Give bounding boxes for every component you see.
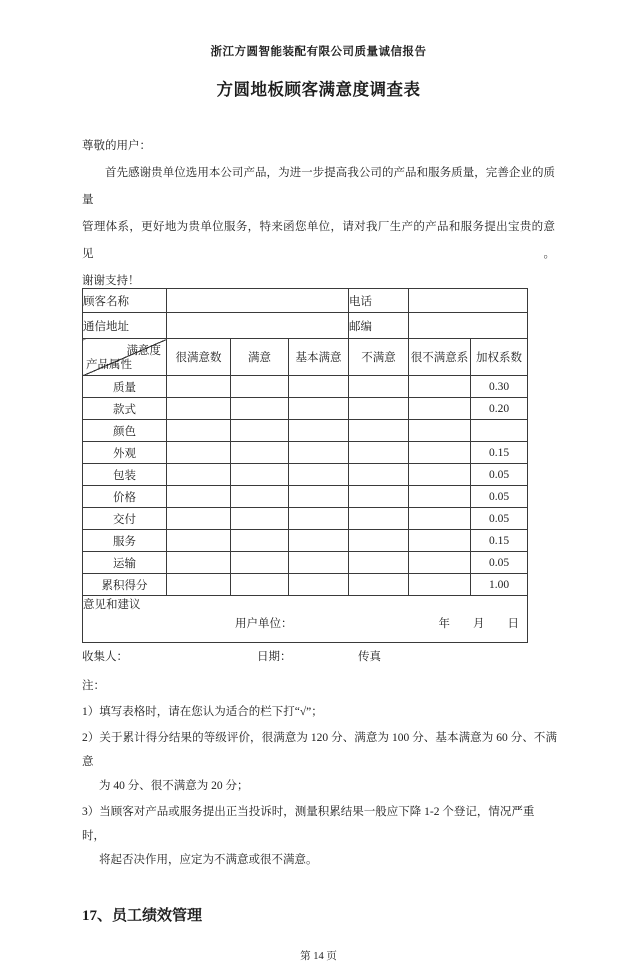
- comments-label: 意见和建议: [83, 599, 141, 611]
- zip-label: 邮编: [349, 313, 409, 339]
- diagonal-top-label: 满意度: [126, 345, 161, 357]
- blank-cell: [289, 464, 349, 486]
- note-line: 1）填写表格时，请在您认为适合的栏下打“√”；: [82, 706, 323, 718]
- table-row: [83, 552, 528, 574]
- blank-cell: [349, 552, 409, 574]
- blank-cell: [349, 574, 409, 596]
- date-blank-label: 年 月 日: [438, 618, 520, 630]
- blank-cell: [409, 376, 471, 398]
- address-label: 通信地址: [83, 313, 167, 339]
- blank-cell: [167, 420, 231, 442]
- blank-cell: [349, 530, 409, 552]
- address-blank-cell: [167, 313, 349, 339]
- table-row: [83, 530, 528, 552]
- blank-cell: [289, 508, 349, 530]
- coefficient-value: 0.05: [471, 552, 528, 574]
- blank-cell: [231, 398, 289, 420]
- note-item-1: [82, 700, 557, 724]
- salutation: 尊敬的用户：: [82, 140, 151, 152]
- blank-cell: [409, 398, 471, 420]
- coefficient-value: 0.15: [471, 442, 528, 464]
- satisfaction-survey-table: [82, 288, 528, 643]
- blank-cell: [289, 442, 349, 464]
- blank-cell: [409, 420, 471, 442]
- note-line: 将起否决作用，应定为不满意或很不满意。: [99, 854, 318, 866]
- customer-name-blank-cell: [167, 289, 349, 313]
- blank-cell: [289, 530, 349, 552]
- diagonal-header-cell: [83, 339, 167, 376]
- customer-name-label: 顾客名称: [83, 289, 167, 313]
- comments-row: [83, 596, 528, 643]
- coefficient-value: 0.30: [471, 376, 528, 398]
- attribute-label: 包装: [83, 464, 167, 486]
- blank-cell: [349, 442, 409, 464]
- intro-thanks: 谢谢支持！: [82, 275, 140, 287]
- blank-cell: [289, 552, 349, 574]
- note-item-2: [82, 726, 557, 798]
- page-title: 方圆地板顾客满意度调查表: [216, 80, 421, 99]
- blank-cell: [409, 508, 471, 530]
- table-row: [83, 574, 528, 596]
- blank-cell: [349, 486, 409, 508]
- column-header: 很满意数: [167, 339, 231, 376]
- table-row: [83, 486, 528, 508]
- attribute-label: 运输: [83, 552, 167, 574]
- blank-cell: [409, 552, 471, 574]
- column-header: 很不满意系: [409, 339, 471, 376]
- blank-cell: [231, 486, 289, 508]
- attribute-label: 服务: [83, 530, 167, 552]
- blank-cell: [409, 442, 471, 464]
- blank-cell: [167, 376, 231, 398]
- coefficient-value: [471, 420, 528, 442]
- note-line: 2）关于累计得分结果的等级评价，很满意为 120 分、满意为 100 分、基本满意为 60 分、不满意: [82, 732, 557, 768]
- phone-blank-cell: [409, 289, 528, 313]
- table-row: [83, 313, 528, 339]
- intro-line-1: 首先感谢贵单位选用本公司产品，为进一步提高我公司的产品和服务质量，完善企业的质量: [82, 167, 555, 206]
- blank-cell: [167, 486, 231, 508]
- user-unit-label: 用户单位：: [235, 618, 293, 630]
- blank-cell: [409, 530, 471, 552]
- collector-label: 收集人：: [82, 651, 128, 663]
- blank-cell: [167, 464, 231, 486]
- section-heading: 17、员工绩效管理: [82, 908, 203, 924]
- blank-cell: [167, 552, 231, 574]
- blank-cell: [289, 420, 349, 442]
- intro-line-2: 管理体系，更好地为贵单位服务，特来函您单位，请对我厂生产的产品和服务提出宝贵的意见。: [82, 221, 555, 260]
- notes-label: 注：: [82, 680, 105, 692]
- coefficient-value: 0.05: [471, 464, 528, 486]
- blank-cell: [231, 376, 289, 398]
- note-line: 为 40 分、很不满意为 20 分；: [99, 780, 249, 792]
- blank-cell: [231, 420, 289, 442]
- attribute-label: 款式: [83, 398, 167, 420]
- coefficient-value: 0.15: [471, 530, 528, 552]
- blank-cell: [409, 464, 471, 486]
- collector-line: [82, 648, 555, 668]
- zip-blank-cell: [409, 313, 528, 339]
- intro-paragraph: [82, 133, 555, 295]
- attribute-label: 颜色: [83, 420, 167, 442]
- document-header: 浙江方圆智能装配有限公司质量诚信报告: [210, 46, 427, 58]
- blank-cell: [289, 574, 349, 596]
- diagonal-bottom-label: 产品属性: [86, 359, 132, 371]
- blank-cell: [349, 508, 409, 530]
- blank-cell: [289, 398, 349, 420]
- attribute-label: 价格: [83, 486, 167, 508]
- blank-cell: [289, 486, 349, 508]
- blank-cell: [231, 508, 289, 530]
- table-row: [83, 398, 528, 420]
- blank-cell: [231, 574, 289, 596]
- blank-cell: [409, 574, 471, 596]
- table-row: [83, 442, 528, 464]
- column-header: 不满意: [349, 339, 409, 376]
- note-item-3: [82, 800, 557, 872]
- blank-cell: [167, 530, 231, 552]
- blank-cell: [167, 398, 231, 420]
- table-row: [83, 464, 528, 486]
- blank-cell: [349, 398, 409, 420]
- coefficient-value: 0.20: [471, 398, 528, 420]
- blank-cell: [349, 376, 409, 398]
- phone-label: 电话: [349, 289, 409, 313]
- coefficient-value: 0.05: [471, 508, 528, 530]
- attribute-label: 交付: [83, 508, 167, 530]
- table-header-row: [83, 339, 528, 376]
- fax-label: 传真: [358, 651, 381, 663]
- notes-section: [82, 674, 557, 872]
- attribute-label: 外观: [83, 442, 167, 464]
- column-header: 满意: [231, 339, 289, 376]
- column-header: 基本满意: [289, 339, 349, 376]
- attribute-label: 质量: [83, 376, 167, 398]
- date-label: 日期：: [257, 651, 292, 663]
- table-row: [83, 420, 528, 442]
- table-row: [83, 376, 528, 398]
- coefficient-value: 0.05: [471, 486, 528, 508]
- coefficient-value: 1.00: [471, 574, 528, 596]
- blank-cell: [167, 508, 231, 530]
- attribute-label: 累积得分: [83, 574, 167, 596]
- blank-cell: [231, 530, 289, 552]
- blank-cell: [231, 442, 289, 464]
- table-row: [83, 508, 528, 530]
- blank-cell: [167, 574, 231, 596]
- blank-cell: [231, 552, 289, 574]
- blank-cell: [349, 420, 409, 442]
- comments-cell: [83, 596, 528, 643]
- blank-cell: [231, 464, 289, 486]
- blank-cell: [409, 486, 471, 508]
- column-header: 加权系数: [471, 339, 528, 376]
- note-line: 3）当顾客对产品或服务提出正当投诉时，测量积累结果一般应下降 1-2 个登记，情况严重时，: [82, 806, 535, 842]
- page-number: 第 14 页: [300, 951, 337, 962]
- blank-cell: [349, 464, 409, 486]
- blank-cell: [289, 376, 349, 398]
- blank-cell: [167, 442, 231, 464]
- table-row: [83, 289, 528, 313]
